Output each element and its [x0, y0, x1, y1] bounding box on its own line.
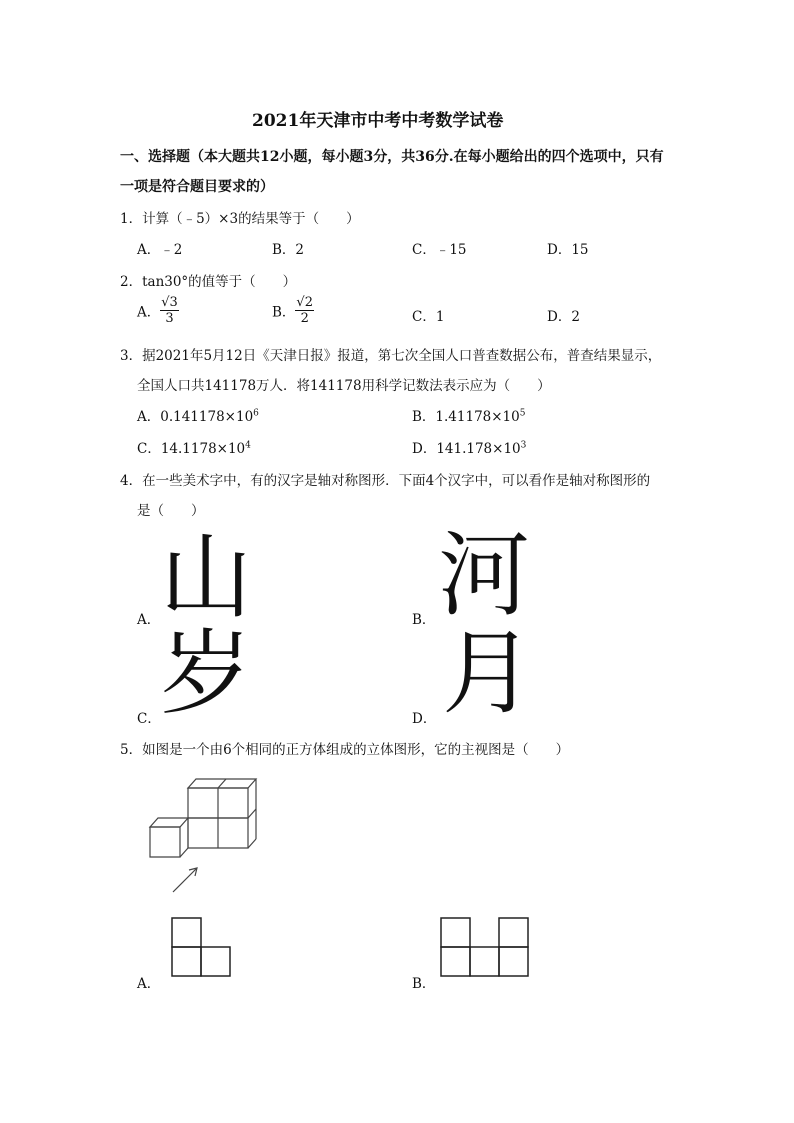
- q3-option-c: [137, 437, 251, 457]
- q3-stem-line1: 3．据2021年5月12日《天津日报》报道，第七次全国人口普查数据公布，普查结果显示，: [120, 348, 662, 364]
- q4-option-b-character: 河: [438, 522, 531, 629]
- q4-option-d-character: 月: [442, 620, 535, 727]
- q3-option-d-exponent: 3: [520, 440, 527, 451]
- q1-stem: 1．计算（﹣5）×3的结果等于（ ）: [120, 211, 360, 227]
- q4-option-d-label: D．: [412, 711, 437, 727]
- q2-option-a-denominator: 3: [165, 311, 174, 326]
- section-heading-line1: 一、选择题（本大题共12小题，每小题3分，共36分.在每小题给出的四个选项中，只有: [120, 149, 664, 165]
- q3-option-d: [412, 437, 526, 457]
- section-heading-line2: 一项是符合题目要求的）: [120, 179, 274, 195]
- q2-stem: 2．tan30°的值等于（ ）: [120, 274, 297, 290]
- q1-option-a: A．﹣2: [137, 242, 183, 258]
- q3-stem-line2: 全国人口共141178万人．将141178用科学记数法表示应为（ ）: [137, 378, 551, 394]
- q2-option-a-numerator: √3: [161, 295, 178, 310]
- page-title: 2021年天津市中考中考数学试卷: [252, 111, 504, 131]
- q2-option-a-fraction: [160, 295, 179, 326]
- q3-option-b-exponent: 5: [519, 408, 526, 419]
- q5-option-b-view: [439, 916, 530, 978]
- q2-option-c: C．1: [412, 309, 445, 325]
- q3-option-d-base: D．141.178×10: [412, 441, 521, 457]
- q1-option-d: D．15: [547, 242, 589, 258]
- q5-stem: 5．如图是一个由6个相同的正方体组成的立体图形，它的主视图是（ ）: [120, 742, 570, 758]
- q4-option-a-character: 山: [160, 524, 253, 631]
- q3-option-b: [412, 405, 525, 425]
- q5-option-b-label: B．: [412, 976, 436, 992]
- q2-option-b-numerator: √2: [296, 295, 313, 310]
- q2-option-b-fraction: [295, 295, 314, 326]
- q2-option-b-denominator: 2: [300, 311, 309, 326]
- q3-option-c-exponent: 4: [245, 440, 251, 451]
- q3-option-a-exponent: 6: [253, 408, 259, 419]
- q1-option-c: C．﹣15: [412, 242, 467, 258]
- q2-option-a: [137, 295, 179, 326]
- q4-stem-line1: 4．在一些美术字中，有的汉字是轴对称图形．下面4个汉字中，可以看作是轴对称图形的: [120, 473, 651, 489]
- q4-stem-line2: 是（ ）: [137, 503, 205, 519]
- q4-option-c-character: 岁: [160, 620, 253, 727]
- q5-option-a-view: [170, 916, 232, 978]
- q4-option-b-label: B．: [412, 612, 436, 628]
- q2-option-a-label: A．: [137, 304, 161, 321]
- q3-option-b-base: B．1.41178×10: [412, 409, 520, 425]
- q5-solid-figure: [145, 775, 265, 900]
- q2-option-b: [272, 295, 314, 326]
- q4-option-c-label: C．: [137, 711, 161, 727]
- q5-option-a-label: A．: [137, 976, 161, 992]
- q3-option-a: [137, 405, 259, 425]
- q3-option-c-base: C．14.1178×10: [137, 441, 246, 457]
- q4-option-a-label: A．: [137, 612, 161, 628]
- q3-option-a-base: A．0.141178×10: [137, 409, 254, 425]
- q2-option-d: D．2: [547, 309, 580, 325]
- q1-option-b: B．2: [272, 242, 305, 258]
- q2-option-b-label: B．: [272, 304, 296, 321]
